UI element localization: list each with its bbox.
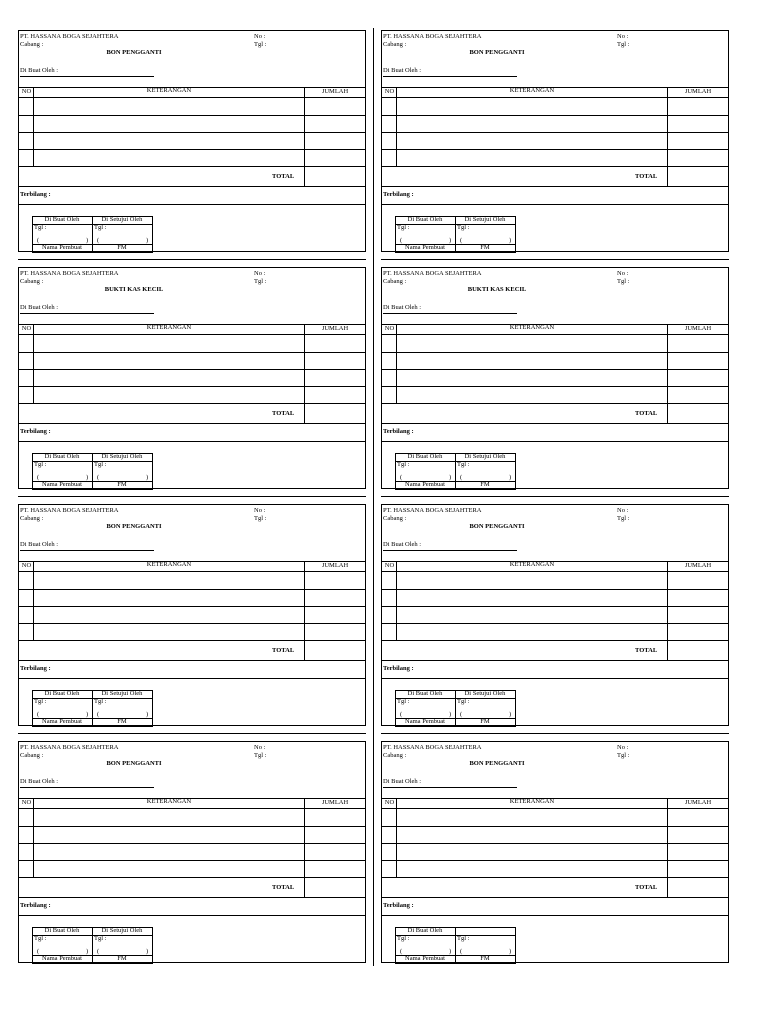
signature-box (395, 453, 515, 491)
table-row[interactable] (19, 590, 365, 606)
column-divider (373, 28, 374, 966)
signature-approved-by-header: Di Setujui Oleh (464, 690, 506, 697)
signature-maker-name-label: Nama Pembuat (405, 244, 445, 251)
table-row[interactable] (19, 370, 365, 386)
signature-name-open-paren: ( (460, 948, 463, 955)
table-row[interactable] (382, 572, 728, 589)
total-label: TOTAL (635, 173, 658, 180)
terbilang-label[interactable]: Terbilang : (20, 191, 51, 198)
signature-made-by-header: Di Buat Oleh (407, 216, 443, 223)
signature-box-border (515, 453, 516, 490)
signature-fm-label: FM (117, 955, 127, 962)
table-row[interactable] (19, 844, 365, 860)
terbilang-border (382, 678, 728, 679)
voucher-form (381, 504, 729, 726)
signature-approved-by-header: Di Setujui Oleh (464, 453, 506, 460)
signature-box-border (515, 927, 516, 964)
signature-name-open-paren: ( (400, 948, 403, 955)
date-label[interactable]: Tgl : (617, 515, 630, 522)
signature-name-close-paren: ) (86, 948, 89, 955)
voucher-number-label[interactable]: No : (617, 744, 629, 751)
signature-name-open-paren: ( (97, 474, 100, 481)
signature-name-close-paren: ) (146, 948, 149, 955)
total-label: TOTAL (272, 884, 295, 891)
signature-box (32, 453, 152, 491)
date-label[interactable]: Tgl : (254, 752, 267, 759)
made-by-label[interactable]: Di Buat Oleh : (20, 778, 59, 785)
signature-maker-name-label: Nama Pembuat (42, 244, 82, 251)
signature-fm-label: FM (117, 718, 127, 725)
made-by-underline (20, 787, 154, 788)
signature-fm-label: FM (480, 481, 490, 488)
signature-made-by-header: Di Buat Oleh (407, 453, 443, 460)
voucher-form (381, 267, 729, 489)
table-row[interactable] (19, 116, 365, 132)
date-label[interactable]: Tgl : (254, 41, 267, 48)
terbilang-border (19, 678, 365, 679)
signature-maker-name-label: Nama Pembuat (405, 481, 445, 488)
table-row[interactable] (19, 809, 365, 826)
signature-name-close-paren: ) (449, 237, 452, 244)
column-header-no: NO (21, 562, 32, 569)
signature-name-close-paren: ) (509, 474, 512, 481)
signature-fm-label: FM (480, 955, 490, 962)
signature-approved-by-header: Di Setujui Oleh (101, 216, 143, 223)
signature-made-by-header: Di Buat Oleh (44, 216, 80, 223)
row-divider (381, 496, 729, 497)
table-row[interactable] (382, 335, 728, 352)
signature-made-by-header: Di Buat Oleh (407, 690, 443, 697)
terbilang-border (19, 204, 365, 205)
made-by-label[interactable]: Di Buat Oleh : (20, 541, 59, 548)
form-title: BON PENGGANTI (106, 49, 162, 56)
column-header-description: KETERANGAN (146, 798, 192, 805)
table-total-border (382, 186, 728, 187)
table-row[interactable] (19, 572, 365, 589)
table-row[interactable] (19, 133, 365, 149)
signature-maker-name-label: Nama Pembuat (42, 955, 82, 962)
signature-made-by-header: Di Buat Oleh (407, 927, 443, 934)
signature-box-border (152, 216, 153, 253)
row-divider (381, 733, 729, 734)
signature-name-close-paren: ) (146, 474, 149, 481)
signature-box (395, 216, 515, 254)
signature-name-open-paren: ( (37, 711, 40, 718)
made-by-label[interactable]: Di Buat Oleh : (383, 541, 422, 548)
table-row[interactable] (382, 607, 728, 623)
signature-approved-by-header: Di Setujui Oleh (101, 690, 143, 697)
signature-approved-by-header: Di Setujui Oleh (101, 453, 143, 460)
signature-fm-label: FM (480, 244, 490, 251)
signature-name-close-paren: ) (509, 948, 512, 955)
signature-name-open-paren: ( (460, 237, 463, 244)
signature-name-open-paren: ( (37, 948, 40, 955)
form-title: BON PENGGANTI (106, 760, 162, 767)
column-header-amount: JUMLAH (684, 88, 712, 95)
signature-name-open-paren: ( (97, 237, 100, 244)
signature-name-close-paren: ) (86, 711, 89, 718)
made-by-underline (383, 313, 517, 314)
table-row[interactable] (382, 827, 728, 843)
signature-date-label[interactable]: Tgl : (94, 698, 107, 705)
branch-label[interactable]: Cabang : (383, 278, 407, 285)
terbilang-border (19, 915, 365, 916)
made-by-label[interactable]: Di Buat Oleh : (383, 778, 422, 785)
voucher-form (381, 30, 729, 252)
terbilang-label[interactable]: Terbilang : (383, 902, 414, 909)
company-name: PT. HASSANA BOGA SEJAHTERA (20, 507, 119, 514)
date-label[interactable]: Tgl : (254, 515, 267, 522)
total-label: TOTAL (272, 173, 295, 180)
table-row[interactable] (19, 150, 365, 166)
table-row[interactable] (19, 861, 365, 877)
signature-name-close-paren: ) (146, 711, 149, 718)
table-row[interactable] (382, 809, 728, 826)
signature-fm-label: FM (117, 244, 127, 251)
table-row[interactable] (382, 98, 728, 115)
branch-label[interactable]: Cabang : (383, 515, 407, 522)
signature-box (32, 690, 152, 728)
row-divider (18, 259, 366, 260)
voucher-form (18, 504, 366, 726)
date-label[interactable]: Tgl : (254, 278, 267, 285)
table-row[interactable] (382, 353, 728, 369)
column-header-no: NO (21, 325, 32, 332)
total-label: TOTAL (272, 410, 295, 417)
signature-maker-name-label: Nama Pembuat (405, 955, 445, 962)
made-by-label[interactable]: Di Buat Oleh : (383, 67, 422, 74)
signature-date-label[interactable]: Tgl : (397, 461, 410, 468)
company-name: PT. HASSANA BOGA SEJAHTERA (383, 270, 482, 277)
made-by-label[interactable]: Di Buat Oleh : (383, 304, 422, 311)
table-total-border (19, 897, 365, 898)
column-header-amount: JUMLAH (321, 325, 349, 332)
signature-box (32, 927, 152, 965)
total-amount-field[interactable] (305, 404, 365, 423)
signature-made-by-header: Di Buat Oleh (44, 453, 80, 460)
table-row[interactable] (382, 370, 728, 386)
made-by-underline (20, 313, 154, 314)
signature-date-label[interactable]: Tgl : (94, 461, 107, 468)
column-header-no: NO (384, 88, 395, 95)
date-label[interactable]: Tgl : (617, 278, 630, 285)
signature-date-label[interactable]: Tgl : (397, 935, 410, 942)
terbilang-label[interactable]: Terbilang : (20, 902, 51, 909)
date-label[interactable]: Tgl : (617, 41, 630, 48)
voucher-number-label[interactable]: No : (617, 270, 629, 277)
total-label: TOTAL (635, 884, 658, 891)
date-label[interactable]: Tgl : (617, 752, 630, 759)
voucher-number-label[interactable]: No : (254, 507, 266, 514)
table-total-border (382, 897, 728, 898)
column-header-description: KETERANGAN (146, 324, 192, 331)
table-total-border (19, 660, 365, 661)
terbilang-label[interactable]: Terbilang : (383, 428, 414, 435)
total-label: TOTAL (635, 647, 658, 654)
column-header-no: NO (384, 562, 395, 569)
signature-name-open-paren: ( (400, 474, 403, 481)
made-by-underline (383, 550, 517, 551)
table-row[interactable] (19, 827, 365, 843)
total-amount-field[interactable] (305, 167, 365, 186)
signature-maker-name-label: Nama Pembuat (405, 718, 445, 725)
column-header-description: KETERANGAN (146, 87, 192, 94)
signature-box-border (152, 927, 153, 964)
signature-date-label[interactable]: Tgl : (457, 224, 470, 231)
voucher-number-label[interactable]: No : (254, 744, 266, 751)
table-row[interactable] (19, 353, 365, 369)
signature-name-close-paren: ) (509, 711, 512, 718)
branch-label[interactable]: Cabang : (20, 752, 44, 759)
signature-name-open-paren: ( (97, 711, 100, 718)
table-row[interactable] (19, 98, 365, 115)
company-name: PT. HASSANA BOGA SEJAHTERA (383, 507, 482, 514)
signature-date-label[interactable]: Tgl : (397, 698, 410, 705)
column-header-amount: JUMLAH (684, 799, 712, 806)
table-row[interactable] (382, 133, 728, 149)
signature-name-close-paren: ) (449, 711, 452, 718)
column-header-no: NO (384, 325, 395, 332)
signature-box-border (152, 453, 153, 490)
signature-name-close-paren: ) (509, 237, 512, 244)
form-title: BUKTI KAS KECIL (104, 286, 164, 293)
table-row[interactable] (19, 387, 365, 403)
signature-name-open-paren: ( (400, 237, 403, 244)
branch-label[interactable]: Cabang : (20, 41, 44, 48)
signature-made-by-header: Di Buat Oleh (44, 927, 80, 934)
terbilang-border (19, 441, 365, 442)
column-header-no: NO (21, 88, 32, 95)
total-amount-field[interactable] (668, 404, 728, 423)
terbilang-label[interactable]: Terbilang : (20, 665, 51, 672)
company-name: PT. HASSANA BOGA SEJAHTERA (20, 33, 119, 40)
signature-box (395, 690, 515, 728)
voucher-number-label[interactable]: No : (254, 270, 266, 277)
row-divider (18, 733, 366, 734)
total-amount-field[interactable] (305, 641, 365, 660)
form-title: BON PENGGANTI (469, 49, 525, 56)
table-row[interactable] (382, 844, 728, 860)
signature-name-open-paren: ( (400, 711, 403, 718)
signature-maker-name-label: Nama Pembuat (42, 718, 82, 725)
terbilang-border (382, 441, 728, 442)
column-header-amount: JUMLAH (321, 799, 349, 806)
column-header-description: KETERANGAN (509, 798, 555, 805)
signature-box (32, 216, 152, 254)
table-row[interactable] (382, 624, 728, 640)
terbilang-label[interactable]: Terbilang : (20, 428, 51, 435)
signature-date-label[interactable]: Tgl : (34, 935, 47, 942)
branch-label[interactable]: Cabang : (383, 41, 407, 48)
signature-date-label[interactable]: Tgl : (397, 224, 410, 231)
signature-name-open-paren: ( (37, 474, 40, 481)
signature-name-close-paren: ) (86, 474, 89, 481)
voucher-form (18, 267, 366, 489)
form-title: BON PENGGANTI (106, 523, 162, 530)
total-amount-field[interactable] (668, 878, 728, 897)
terbilang-border (382, 915, 728, 916)
table-total-border (382, 423, 728, 424)
made-by-underline (383, 787, 517, 788)
made-by-label[interactable]: Di Buat Oleh : (20, 67, 59, 74)
signature-date-label[interactable]: Tgl : (94, 224, 107, 231)
company-name: PT. HASSANA BOGA SEJAHTERA (383, 33, 482, 40)
made-by-underline (383, 76, 517, 77)
table-row[interactable] (382, 387, 728, 403)
signature-maker-name-label: Nama Pembuat (42, 481, 82, 488)
table-total-border (19, 186, 365, 187)
signature-date-label[interactable]: Tgl : (457, 461, 470, 468)
voucher-number-label[interactable]: No : (254, 33, 266, 40)
form-title: BUKTI KAS KECIL (467, 286, 527, 293)
signature-date-label[interactable]: Tgl : (457, 935, 470, 942)
total-amount-field[interactable] (668, 641, 728, 660)
total-amount-field[interactable] (305, 878, 365, 897)
company-name: PT. HASSANA BOGA SEJAHTERA (20, 270, 119, 277)
signature-date-label[interactable]: Tgl : (34, 698, 47, 705)
signature-made-by-header: Di Buat Oleh (44, 690, 80, 697)
signature-fm-label: FM (117, 481, 127, 488)
table-row[interactable] (382, 861, 728, 877)
branch-label[interactable]: Cabang : (20, 515, 44, 522)
signature-approved-by-header: Di Setujui Oleh (464, 216, 506, 223)
column-header-amount: JUMLAH (321, 562, 349, 569)
signature-box-border (152, 690, 153, 727)
total-amount-field[interactable] (668, 167, 728, 186)
column-header-description: KETERANGAN (509, 87, 555, 94)
column-header-description: KETERANGAN (146, 561, 192, 568)
made-by-label[interactable]: Di Buat Oleh : (20, 304, 59, 311)
column-header-amount: JUMLAH (684, 562, 712, 569)
row-divider (18, 496, 366, 497)
made-by-underline (20, 76, 154, 77)
voucher-form (18, 30, 366, 252)
column-header-amount: JUMLAH (321, 88, 349, 95)
table-row[interactable] (19, 335, 365, 352)
voucher-form (381, 741, 729, 963)
signature-name-open-paren: ( (37, 237, 40, 244)
terbilang-label[interactable]: Terbilang : (383, 191, 414, 198)
signature-name-close-paren: ) (146, 237, 149, 244)
column-header-amount: JUMLAH (684, 325, 712, 332)
signature-date-label[interactable]: Tgl : (94, 935, 107, 942)
voucher-number-label[interactable]: No : (617, 507, 629, 514)
total-label: TOTAL (272, 647, 295, 654)
terbilang-label[interactable]: Terbilang : (383, 665, 414, 672)
signature-date-label[interactable]: Tgl : (457, 698, 470, 705)
voucher-number-label[interactable]: No : (617, 33, 629, 40)
table-total-border (19, 423, 365, 424)
total-label: TOTAL (635, 410, 658, 417)
table-row[interactable] (382, 590, 728, 606)
signature-name-open-paren: ( (97, 948, 100, 955)
signature-date-label[interactable]: Tgl : (34, 224, 47, 231)
column-header-description: KETERANGAN (509, 561, 555, 568)
signature-fm-label: FM (480, 718, 490, 725)
signature-name-open-paren: ( (460, 711, 463, 718)
column-header-no: NO (21, 799, 32, 806)
form-title: BON PENGGANTI (469, 760, 525, 767)
company-name: PT. HASSANA BOGA SEJAHTERA (383, 744, 482, 751)
table-row[interactable] (382, 116, 728, 132)
signature-box-border (515, 216, 516, 253)
table-total-border (382, 660, 728, 661)
row-divider (381, 259, 729, 260)
voucher-form (18, 741, 366, 963)
terbilang-border (382, 204, 728, 205)
signature-name-close-paren: ) (449, 948, 452, 955)
company-name: PT. HASSANA BOGA SEJAHTERA (20, 744, 119, 751)
signature-name-close-paren: ) (449, 474, 452, 481)
signature-name-open-paren: ( (460, 474, 463, 481)
column-header-no: NO (384, 799, 395, 806)
signature-approved-by-header: Di Setujui Oleh (101, 927, 143, 934)
signature-name-close-paren: ) (86, 237, 89, 244)
table-row[interactable] (382, 150, 728, 166)
table-row[interactable] (19, 607, 365, 623)
made-by-underline (20, 550, 154, 551)
branch-label[interactable]: Cabang : (383, 752, 407, 759)
branch-label[interactable]: Cabang : (20, 278, 44, 285)
signature-box (395, 927, 515, 965)
form-title: BON PENGGANTI (469, 523, 525, 530)
signature-box-border (515, 690, 516, 727)
table-row[interactable] (19, 624, 365, 640)
signature-date-label[interactable]: Tgl : (34, 461, 47, 468)
column-header-description: KETERANGAN (509, 324, 555, 331)
